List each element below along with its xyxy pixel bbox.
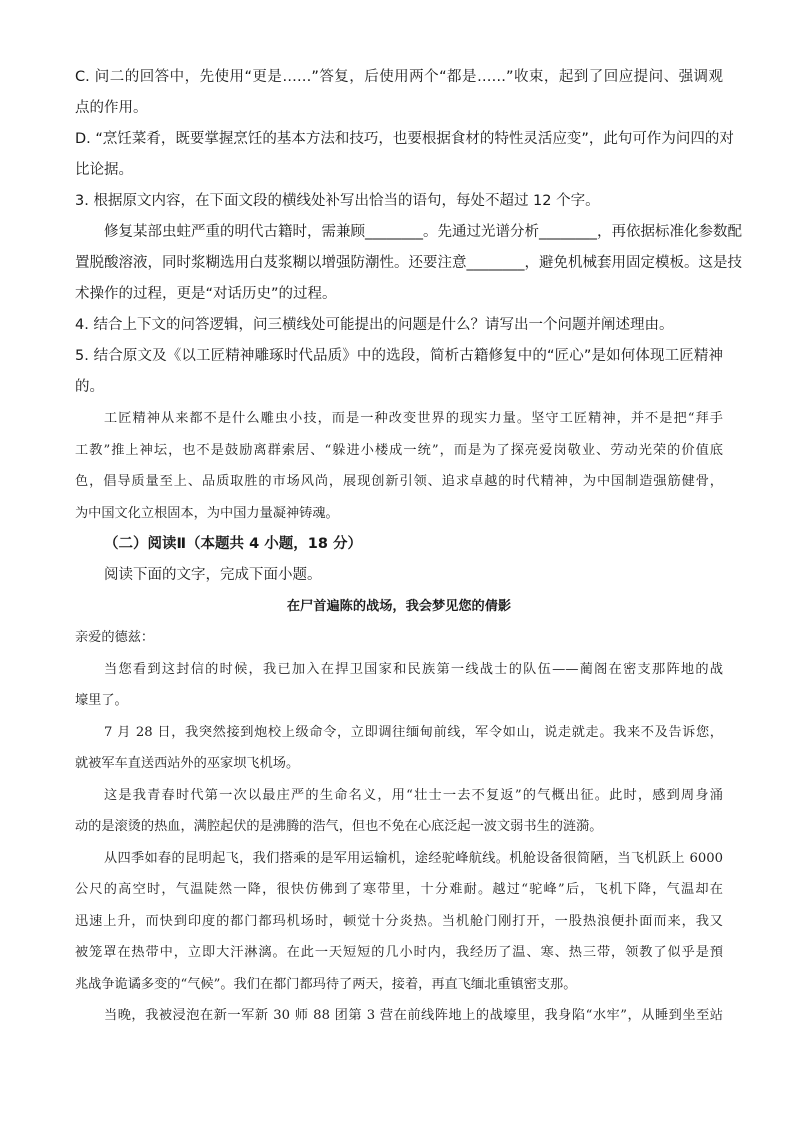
excerpt-line-4: 为中国文化立根固本，为中国力量凝神铸魂。	[75, 505, 339, 521]
section-heading: （二）阅读Ⅱ（本题共 4 小题，18 分）	[104, 536, 362, 552]
letter-p4-line-4: 被笼罩在热带中，立即大汗淋漓。在此一天短短的几小时内，我经历了温、寒、热三带，领教了似乎是預	[75, 945, 723, 960]
section-instruction: 阅读下面的文字，完成下面小题。	[104, 567, 322, 583]
excerpt-line-1: 工匠精神从来都不是什么雕虫小技，而是一种改变世界的现实力量。坚守工匠精神，并不是把“拜手	[104, 411, 723, 426]
letter-p2-line-1: 7 月 28 日，我突然接到炮校上级命令，立即调往缅甸前线，军令如山，说走就走。我来不及告诉您，	[104, 724, 723, 740]
letter-title: 在尸首遍陈的战场，我会梦见您的倩影	[286, 599, 512, 614]
question-3-paragraph-line-3: 术操作的过程，更是“对话历史”的过程。	[75, 286, 337, 302]
option-c-line-2: 点的作用。	[75, 100, 148, 116]
letter-p3-line-2: 动的是滚烫的热血，满腔起伏的是沸腾的浩气，但也不免在心底泛起一波文弱书生的涟漪。	[75, 819, 603, 834]
question-5-prompt-line-2: 的。	[75, 379, 104, 395]
option-d-line-1: D. “烹饪菜肴，既要掌握烹饪的基本方法和技巧，也要根据食材的特性灵活应变”，此句可作为问四的对	[75, 131, 734, 147]
letter-p4-line-5: 兆战争诡谲多变的“气候”。我们在都门都玛待了两天，接着，再直飞缅北重镇密支那。	[75, 976, 577, 992]
letter-salutation: 亲爱的德兹：	[75, 630, 155, 645]
document-page	[75, 62, 742, 1032]
question-4-prompt: 4. 结合上下文的问答逻辑，问三横线处可能提出的问题是什么？请写出一个问题并阐述理由。	[75, 317, 674, 333]
letter-p4-line-3: 迅速上升，而快到印度的都门都玛机场时，顿觉十分炎热。当机舱门刚打开，一股热浪便扑面而来，我又	[75, 913, 723, 929]
letter-p4-line-2: 公尺的高空时，气温陡然一降，很快仿佛到了寒带里，十分难耐。越过“驼峰”后，飞机下降，气温却在	[75, 882, 723, 897]
option-d-line-2: 比论据。	[75, 162, 133, 178]
question-3-paragraph-line-2: 置脱酸溶液，同时浆糊选用白芨浆糊以增强防潮性。还要注意________，避免机械套用固定模板。这是技	[75, 255, 742, 271]
question-5-prompt-line-1: 5. 结合原文及《以工匠精神雕琢时代品质》中的选段，简析古籍修复中的“匠心”是如何体现工匠精神	[75, 348, 723, 364]
letter-p1-line-1: 当您看到这封信的时候，我已加入在捍卫国家和民族第一线战士的队伍——蔺阁在密支那阵地的战	[104, 661, 723, 677]
letter-p1-line-2: 壕里了。	[75, 693, 128, 708]
excerpt-line-2: 工教”推上神坛，也不是鼓励离群索居、“躲进小楼成一统”，而是为了探亮爱岗敬业、劳动光荣的价值底	[75, 442, 723, 458]
excerpt-line-3: 色，倡导质量至上、品质取胜的市场风尚，展现创新引领、追求卓越的时代精神，为中国制造强筋健骨，	[75, 474, 723, 489]
letter-p5-line-1: 当晚，我被浸泡在新一军新 30 师 88 团第 3 营在前线阵地上的战壕里，我身陷“水牢”，从睡到坐至站	[104, 1008, 723, 1023]
letter-p3-line-1: 这是我青春时代第一次以最庄严的生命名义，用“壮士一去不复返”的气概出征。此时，感到周身涌	[104, 787, 723, 803]
letter-p2-line-2: 就被军车直送西站外的巫家坝飞机场。	[75, 756, 300, 771]
option-c-line-1: C. 问二的回答中，先使用“更是……”答复，后使用两个“都是……”收束，起到了回应提问、强调观	[75, 69, 723, 85]
question-3-paragraph-line-1: 修复某部虫蛀严重的明代古籍时，需兼顾________。先通过光谱分析________，再依据标准化参数配	[104, 224, 742, 240]
letter-p4-line-1: 从四季如春的昆明起飞，我们搭乘的是军用运输机，途经驼峰航线。机舱设备很简陋，当飞机跃上 6000	[104, 850, 723, 866]
question-3-prompt: 3. 根据原文内容，在下面文段的横线处补写出恰当的语句，每处不超过 12 个字。	[75, 193, 600, 209]
